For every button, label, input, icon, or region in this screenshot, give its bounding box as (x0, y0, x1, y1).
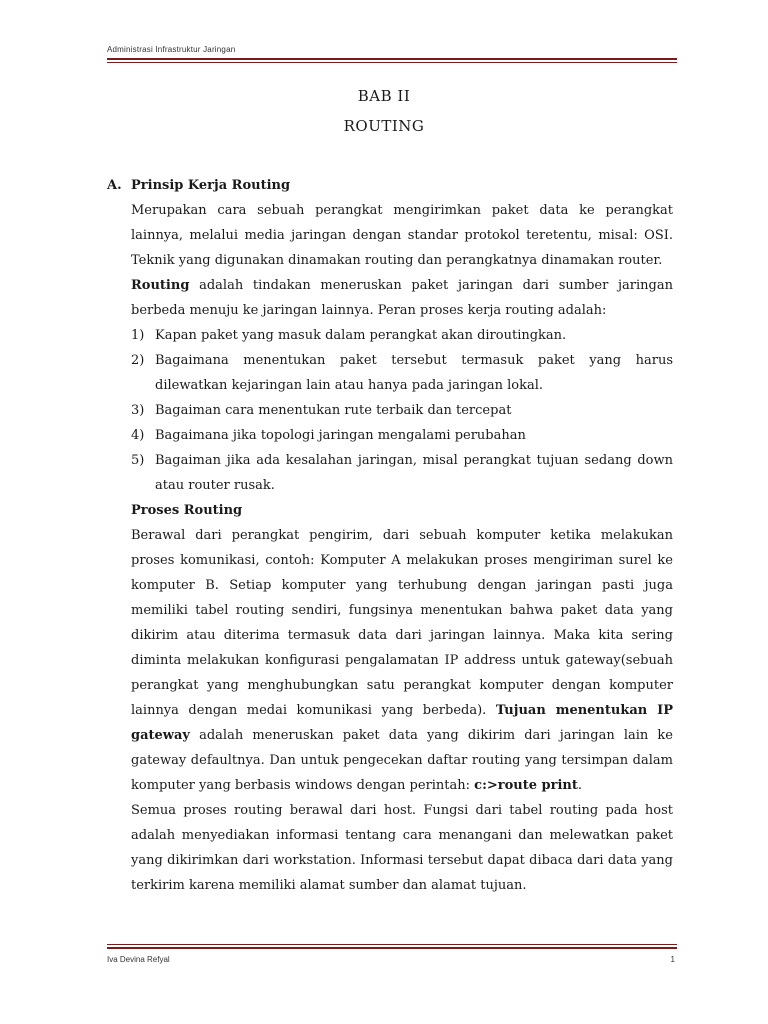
footer-rule-thick (107, 947, 677, 949)
paragraph-3 (131, 523, 673, 798)
section-letter: A. (107, 178, 122, 193)
list-item (107, 323, 673, 348)
list-item-number: 3) (131, 403, 145, 418)
paragraph-3-end: . (577, 778, 583, 793)
list-item-text: Bagaiman jika ada kesalahan jaringan, misal perangkat tujuan sedang down atau router rusak. (155, 453, 673, 493)
list-item (107, 398, 673, 423)
subsection-heading: Proses Routing (131, 503, 243, 518)
section-body (107, 198, 673, 323)
section-title: Prinsip Kerja Routing (131, 178, 291, 193)
routing-term: Routing (131, 278, 190, 293)
footer-author: Iva Devina Refyal (107, 955, 170, 964)
paragraph-3-text-b: adalah meneruskan paket data yang dikirim dari jaringan lain ke gateway defaultnya. Dan untuk pengecekan daftar routing yang tersimpan dalam komputer yang berbasis windows dengan perintah: (131, 728, 673, 793)
list-item-text: Bagaimana menentukan paket tersebut termasuk paket yang harus dilewatkan kejaringan lain atau hanya pada jaringan lokal. (155, 353, 673, 393)
routing-questions-list (107, 323, 673, 498)
paragraph-4: Semua proses routing berawal dari host. Fungsi dari tabel routing pada host adalah menyediakan informasi tentang cara menangani dan melewatkan paket yang dikirimkan dari workstation. Informasi tersebut dapat dibaca dari data yang terkirim karena memiliki alamat sumber dan alamat tujuan. (131, 803, 673, 893)
header-rule-thick (107, 58, 677, 60)
section-heading (107, 173, 673, 198)
paragraph-2-text: adalah tindakan meneruskan paket jaringan dari sumber jaringan berbeda menuju ke jaringan lainnya. Peran proses kerja routing adalah: (131, 278, 673, 318)
footer-rule-thin (107, 944, 677, 945)
header-rule-thin (107, 62, 677, 63)
running-header: Administrasi Infrastruktur Jaringan (107, 45, 236, 54)
list-item-text: Bagaimana jika topologi jaringan mengalami perubahan (155, 428, 526, 443)
subsection (107, 498, 673, 898)
chapter-number: BAB II (357, 87, 411, 105)
list-item (107, 348, 673, 398)
paragraph-1: Merupakan cara sebuah perangkat mengirimkan paket data ke perangkat lainnya, melalui media jaringan dengan standar protokol teretentu, misal: OSI. Teknik yang digunakan dinamakan routing dan perangkatnya dinamakan router. (131, 203, 673, 268)
gateway-term: Tujuan menentukan IP gateway (131, 703, 673, 743)
chapter-title: ROUTING (343, 117, 425, 135)
list-item-number: 4) (131, 428, 145, 443)
list-item (107, 423, 673, 448)
list-item-number: 2) (131, 353, 145, 368)
list-item-text: Bagaiman cara menentukan rute terbaik dan tercepat (155, 403, 512, 418)
list-item-number: 1) (131, 328, 145, 343)
paragraph-3-text-a: Berawal dari perangkat pengirim, dari sebuah komputer ketika melakukan proses komunikasi, contoh: Komputer A melakukan proses mengiriman surel ke komputer B. Setiap komputer yang terhubung dengan jaringan pasti juga memiliki tabel routing sendiri, fungsinya menentukan bahwa paket data yang dikirim atau diterima termasuk data dari jaringan lainnya. Maka kita sering diminta melakukan konfigurasi pengalamatan IP address untuk gateway(sebuah perangkat yang menghubungkan satu perangkat komputer dengan komputer lainnya dengan medai komunikasi yang berbeda). (131, 528, 673, 718)
page-body (107, 173, 673, 898)
list-item-number: 5) (131, 453, 145, 468)
route-print-command: c:>route print (474, 778, 578, 793)
paragraph-2 (131, 273, 673, 323)
list-item (107, 448, 673, 498)
page-number: 1 (670, 955, 675, 964)
list-item-text: Kapan paket yang masuk dalam perangkat akan diroutingkan. (155, 328, 567, 343)
